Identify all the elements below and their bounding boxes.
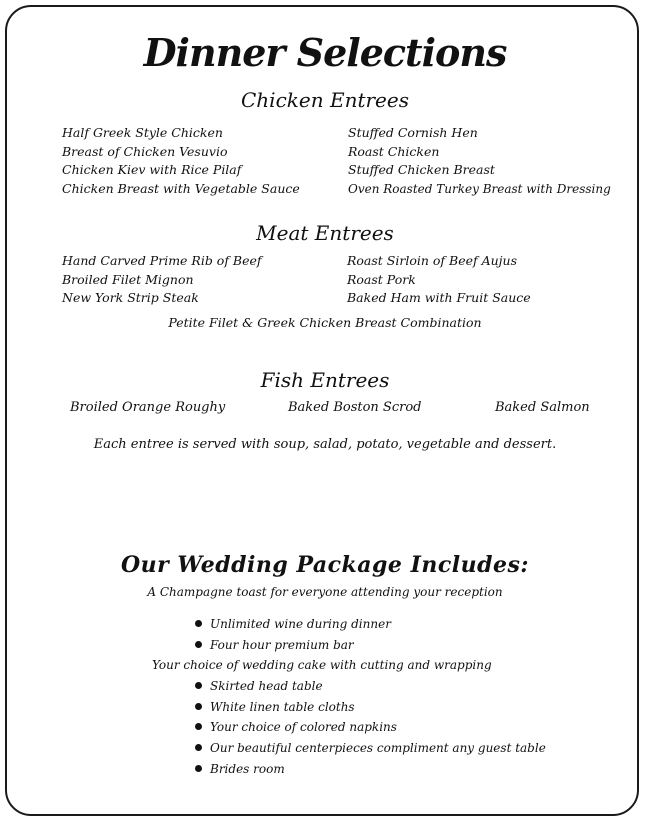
- list-item: Roast Pork: [347, 271, 416, 287]
- package-cake: Your choice of wedding cake with cutting and wrapping: [152, 658, 492, 672]
- list-item: Hand Carved Prime Rib of Beef: [62, 253, 262, 268]
- list-item: Oven Roasted Turkey Breast with Dressing: [348, 181, 611, 196]
- list-item: Baked Ham with Fruit Sauce: [347, 290, 531, 305]
- meat-combination: Petite Filet & Greek Chicken Breast Combination: [168, 315, 482, 330]
- package-bullet: White linen table cloths: [195, 700, 355, 714]
- list-item: Breast of Chicken Vesuvio: [62, 143, 228, 159]
- fish-heading: Fish Entrees: [260, 368, 390, 392]
- meat-right-list: [347, 252, 531, 308]
- list-item: Broiled Filet Mignon: [62, 271, 194, 287]
- list-item: Roast Sirloin of Beef Aujus: [347, 253, 518, 268]
- chicken-heading: Chicken Entrees: [241, 88, 409, 112]
- list-item: Chicken Breast with Vegetable Sauce: [62, 180, 300, 196]
- package-bullet: Your choice of colored napkins: [195, 720, 397, 734]
- fish-item: Broiled Orange Roughy: [70, 400, 226, 415]
- meat-left-list: [62, 252, 262, 308]
- package-bullet: Four hour premium bar: [195, 638, 354, 652]
- fish-item: Baked Salmon: [495, 400, 590, 415]
- list-item: Stuffed Chicken Breast: [348, 162, 495, 177]
- page-title: Dinner Selections: [143, 30, 507, 75]
- list-item: New York Strip Steak: [62, 290, 199, 305]
- chicken-left-list: [62, 124, 300, 198]
- entree-note: Each entree is served with soup, salad, potato, vegetable and dessert.: [93, 437, 557, 452]
- bullet-icon: [195, 620, 202, 627]
- chicken-right-list: [348, 124, 611, 198]
- list-item: Half Greek Style Chicken: [62, 125, 223, 140]
- package-bullet: Unlimited wine during dinner: [195, 617, 391, 631]
- package-bullet: Brides room: [195, 762, 285, 776]
- fish-item: Baked Boston Scrod: [288, 400, 422, 415]
- package-intro: A Champagne toast for everyone attending your reception: [147, 585, 503, 599]
- package-heading: Our Wedding Package Includes:: [120, 552, 530, 578]
- bullet-icon: [195, 703, 202, 710]
- list-item: Chicken Kiev with Rice Pilaf: [62, 162, 242, 177]
- bullet-icon: [195, 682, 202, 689]
- list-item: Stuffed Cornish Hen: [348, 125, 478, 140]
- bullet-icon: [195, 641, 202, 648]
- bullet-icon: [195, 765, 202, 772]
- package-bullet: Our beautiful centerpieces compliment any guest table: [195, 741, 546, 755]
- bullet-icon: [195, 744, 202, 751]
- bullet-icon: [195, 723, 202, 730]
- package-bullet: Skirted head table: [195, 679, 323, 693]
- list-item: Roast Chicken: [348, 143, 440, 159]
- meat-heading: Meat Entrees: [256, 221, 394, 245]
